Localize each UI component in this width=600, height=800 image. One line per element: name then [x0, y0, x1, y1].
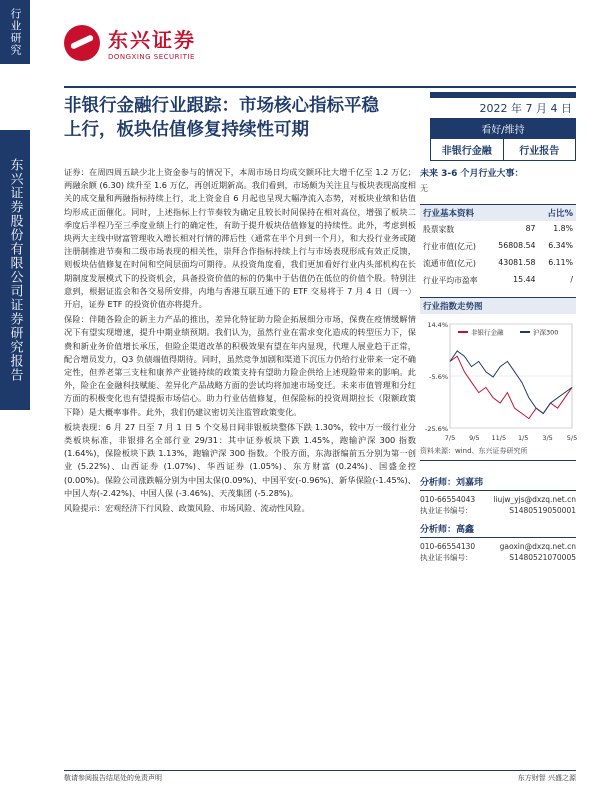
row-value: 15.44	[513, 275, 536, 284]
logo-mark-icon	[64, 25, 100, 61]
x-tick-label: 5/5	[566, 434, 578, 442]
x-tick-label: 9/5	[469, 434, 480, 442]
x-tick-label: 1/5	[517, 434, 529, 442]
paragraph-insurance: 保险：伴随各险企的新主力产品的推出，差异化特征助力险企拓展细分市场，保费在疫情缓解情况下有望实现增速，提升中期业绩预期。我们认为，虽然行业在需求变化造成的转型压力下，保费和新业务价值增长承压，但险企渠道改革的积极效果有望在年内显现，代理人展业趋于正常，配合增员发力，Q3 负债端值得期待。同时，虽然竞争加剧和渠道下沉压力仍给行业带来一定不确定性，但养老第三支柱和康养产业链持续的政策支持有望助力险企供给上述现险带来的影响。此外，险企在金融科技赋能、差异化产品战略方面的尝试均将加速市场变迁。未来市值管理和分红方面的积极变化也有望提振市场信心。助力行业估值修复，但保险标的投资周期拉长（限额政策下降）是大概率事件。此外，我们仍建议密切关注监管政策变化。	[64, 314, 416, 417]
analyst-cert-label: 执业证书编号：	[420, 506, 473, 515]
footer-disclaimer: 敬请参阅报告结尾处的免责声明	[64, 774, 162, 782]
y-tick-label: -5.6%	[429, 373, 448, 381]
legend-label: 非银行金融	[471, 328, 504, 337]
sidebar-company: 东兴证券股份有限公司证券研究报告	[0, 130, 30, 410]
analyst-name: 分析师：高鑫	[420, 522, 576, 538]
chart-heading: 行业指数走势图	[420, 297, 576, 314]
index-chart	[420, 316, 576, 444]
row-pct: 1.8%	[553, 224, 573, 233]
y-tick-label: 14.4%	[427, 321, 448, 329]
row-pct: /	[570, 275, 573, 284]
analyst-email[interactable]: gaoxin@dxzq.net.cn	[499, 542, 576, 551]
table-row	[420, 255, 576, 272]
y-tick-label: -25.6%	[425, 425, 448, 433]
index-chart-svg	[420, 316, 576, 444]
chart-source: 资料来源：wind、东兴证券研究所	[420, 446, 576, 461]
series-line-1	[450, 351, 572, 413]
table-row	[420, 221, 576, 238]
page-footer	[64, 770, 576, 783]
basic-info-pct-label: 占比%	[547, 209, 573, 219]
outlook-heading: 未来 3-6 个月行业大事：	[420, 169, 524, 179]
series-line-0	[450, 356, 572, 418]
table-row	[420, 272, 576, 289]
report-title: 非银行金融行业跟踪：市场核心指标平稳上行，板块估值修复持续性可期	[64, 96, 379, 140]
legend-label: 沪深300	[533, 328, 559, 337]
tag-type: 行业报告	[503, 139, 576, 160]
analyst-email[interactable]: liujw_yjs@dxzq.net.cn	[493, 495, 576, 504]
sidebar	[0, 0, 30, 800]
right-column	[420, 166, 576, 563]
x-tick-label: 7/5	[444, 434, 456, 442]
analyst-phone: 010-66554043	[420, 495, 476, 504]
x-tick-label: 3/5	[542, 434, 553, 442]
logo-en: DONGXING SECURITIE	[108, 53, 195, 61]
analyst-name: 分析师：刘嘉玮	[420, 475, 576, 491]
row-key: 股票家数	[423, 225, 455, 234]
row-value: 56808.54	[498, 241, 536, 250]
row-value: 43081.58	[498, 258, 536, 267]
report-meta	[430, 92, 576, 161]
analyst-cert: S1480521070005	[509, 553, 576, 562]
analyst-cert: S1480519050001	[509, 506, 576, 515]
row-pct: 6.11%	[548, 258, 573, 267]
report-tags	[430, 138, 576, 161]
analyst-phone: 010-66554130	[420, 542, 476, 551]
row-key: 流通市值(亿元)	[423, 259, 476, 268]
paragraph-performance: 板块表现：6 月 27 日至 7 月 1 日 5 个交易日间非银板块整体下跌 1.30%，较中万一级行业分类板块标准，非银排名全部行业 29/31：其中证券板块下跌 1.45%，跑输沪深 300 指数 (1.64%)，保险板块下跌 1.13%，跑输沪深 300 指数。个股方面，东海浙编前五分别为第一创业 (5.22%)、山西证券 (1.07%)、华西证券 (1.05%)、东方财富 (0.24%)、国盛金控 (0.00%)。保险公司涨跌幅分别为中国太保(0.09%)、中国平安(-0.96%)、新华保险(-1.45%)、中国人寿(-2.42%)、中国人保 (-3.46%)、天茂集团 (-5.28%)。	[64, 421, 416, 498]
basic-info-header	[420, 204, 576, 221]
row-pct: 6.34%	[548, 241, 573, 250]
tag-industry: 非银行金融	[441, 146, 492, 157]
table-row	[420, 238, 576, 255]
top-divider	[64, 86, 576, 88]
company-logo	[64, 24, 196, 61]
x-tick-label: 11/5	[491, 434, 507, 442]
basic-info-title: 行业基本资料	[423, 209, 475, 219]
outlook-value: 无	[420, 184, 428, 193]
row-value: 87	[525, 224, 536, 233]
paragraph-securities: 证券：在周四周五缺少北上资金参与的情况下，本周市场日均成交额环比大增千亿至 1.2 万亿；两融余额 (6.30) 续升至 1.6 万亿，再创近期新高。我们看到，市场颇为关注且与板块表现高度相关的成交量和两融指标持续上行，北上资金自 6 月起也呈现大幅净流入态势，对板块业绩和估值均形成正面催化。同时，上述指标上行节奏较为确定且较长时间保持在相对高位，增强了板块二季度后半程乃至三季度业绩上行的确定性，有助于提升板块估值修复的持续性。此外，考虑到板块两大主线中财富管理收入增长相对行情的滞后性（通常在半个月到一个月），和大投行业务或随注册制推进节奏和二级市场表现的相关性，崇拜合作指标持续上行与市场表现形成有效正反馈，则板块估值修复在时间和空间层面均可期待。从投资角度看，我们更加看好行业内头部机构在长期制度发展模式下的投资机会，具备投资价值的标的仍集中于估值仍在低位的价值个股。特别注意到，根据证监会和各交易所安排，内地与香港互联互通下的 ETF 交易将于 7 月 4 日（周一）开启，证券 ETF 的投资价值亦将提升。	[64, 167, 416, 310]
analyst-block-2	[420, 522, 576, 563]
row-key: 行业市值(亿元)	[423, 242, 476, 251]
analyst-block-1	[420, 475, 576, 516]
paragraph-risk: 风险提示：宏观经济下行风险、政策风险、市场风险、流动性风险。	[64, 503, 310, 514]
footer-slogan: 东方财智 兴盛之源	[517, 774, 576, 782]
row-key: 行业平均市盈率	[423, 276, 478, 285]
analyst-cert-label: 执业证书编号：	[420, 553, 473, 562]
report-body	[64, 166, 416, 517]
logo-cn: 东兴证券	[108, 28, 196, 52]
sidebar-category: 行业研究	[0, 0, 30, 64]
report-date: 2022 年 7 月 4 日	[430, 98, 576, 119]
report-rating: 看好/维持	[430, 119, 576, 138]
